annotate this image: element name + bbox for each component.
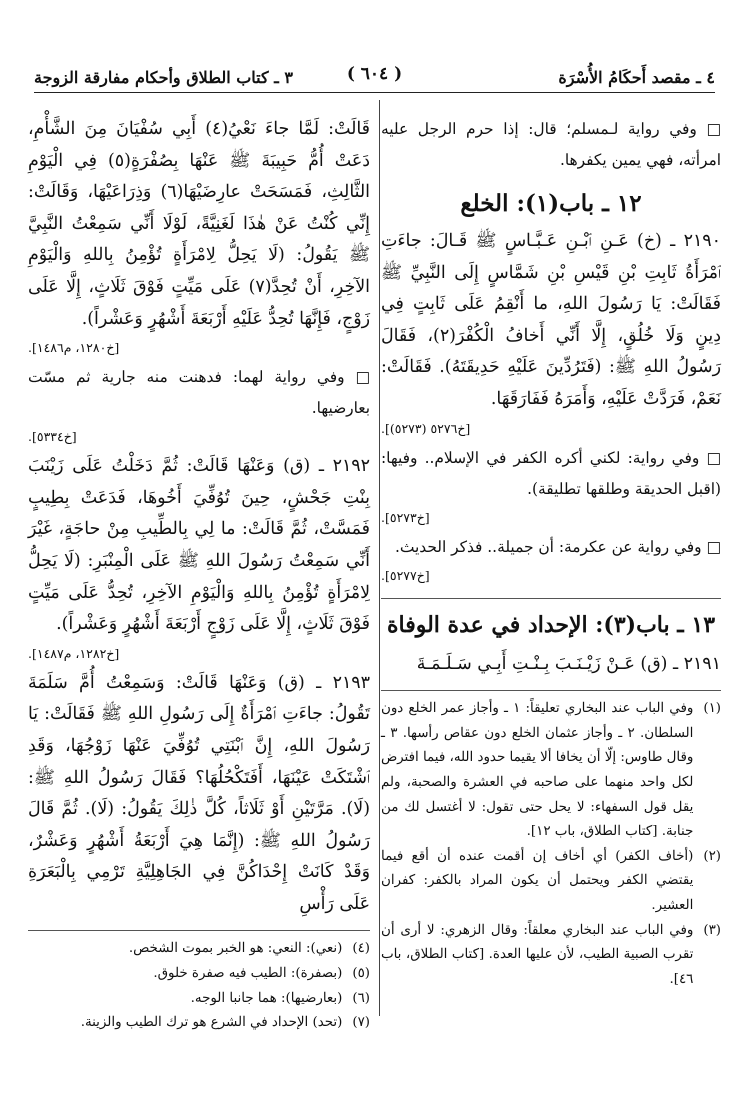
hadith-2190-source: [خ٥٢٧٦ (٥٢٧٣)]. [381, 420, 471, 436]
footnote-number: (٥) [352, 966, 370, 982]
footnotes-left [28, 937, 370, 1035]
hadith-2192: ٢١٩٢ ـ (ق) وَعَنْهَا قَالَتْ: ثُمَّ دَخَلْتُ عَلَى زَيْنَبَ بِنْتِ جَحْشٍ، حِينَ تُوُفِّيَ أَخُوهَا، فَدَعَتْ بِطِيبٍ فَمَسَّتْ، ثُمَّ قَالَتْ: ما لِي بِالطِّيبِ مِنْ حاجَةٍ، غَيْرَ أَنِّي سَمِعْتُ رَسُولَ اللهِ ﷺ عَلَى الْمِنْبَرِ: (لَا يَحِلُّ لِامْرَأَةٍ تُؤْمِنُ بِاللهِ وَالْيَوْمِ الآخِرِ، تُحِدُّ عَلَى مَيِّتٍ فَوْقَ ثَلَاثٍ، إِلَّا عَلَى زَوْجٍ أَرْبَعَةَ أَشْهُرٍ وَعَشْراً). [28, 456, 370, 635]
header-section-title: ٤ ـ مقصد أَحكَامُ الأُسْرَة [558, 68, 715, 87]
narration-2: □ وفي رواية: لكني أكره الكفر في الإسلام.. وفيها: (اقبل الحديقة وطلقها تطليقة). [381, 448, 721, 498]
footnote-number: (٣) [703, 922, 721, 938]
hadith-2193: ٢١٩٣ ـ (ق) وَعَنْهَا قَالَتْ: وَسَمِعْتُ أُمَّ سَلَمَةَ تَقُولُ: جاءَتِ ٱمْرَأَةٌ إِلَى رَسُولِ اللهِ ﷺ فَقَالَتْ: يَا رَسُولَ اللهِ، إِنَّ ٱبْنَتِي تُوُفِّيَ عَنْهَا زَوْجُهَا، وَقَدِ ٱشْتَكَتْ عَيْنَهَا، أَفَتَكْحُلُهَا؟ فَقَالَ رَسُولُ اللهِ ﷺ: (لَا). مَرَّتَيْنِ أَوْ ثَلَاثاً، كُلَّ ذٰلِكَ يَقُولُ: (لَا). ثُمَّ قَالَ رَسُولُ اللهِ ﷺ: (إِنَّمَا هِيَ أَرْبَعَةُ أَشْهُرٍ وَعَشْرٌ، وَقَدْ كَانَتْ إِحْدَاكُنَّ فِي الجَاهِلِيَّةِ تَرْمِي بِالْبَعَرَةِ عَلَى رَأْسِ [28, 672, 370, 914]
footnote-number: (٤) [352, 941, 370, 957]
footnote-text: (تحد) الإحداد في الشرع هو ترك الطيب والزينة. [80, 1015, 343, 1031]
footnotes-right [381, 697, 721, 992]
running-header [34, 52, 715, 93]
footnote-rule [381, 690, 721, 691]
chapter-heading-khul: ١٢ ـ باب(١): الخلع [460, 190, 642, 217]
footnote-item [381, 919, 721, 993]
footnote-number: (٧) [352, 1015, 370, 1031]
hadith-2191-start: ٢١٩١ ـ (ق) عَـنْ زَيْـنَـبَ بِـنْـتِ أَبِـي سَـلَـمَـةَ [416, 653, 721, 674]
footnote-text: (بعارضيها): هما جانبا الوجه. [190, 990, 343, 1006]
hadith-2190: ٢١٩٠ ـ (خ) عَـنِ ٱبْـنِ عَـبَّـاسٍ ﷺ قَـالَ: جاءَتِ ٱمْرَأَةُ ثَابِتِ بْنِ قَيْسِ بْنِ شَمَّاسٍ إِلَى النَّبِيِّ ﷺ فَقَالَتْ: يَا رَسُولَ اللهِ، ما أَنْقِمُ عَلَى ثَابِتٍ فِي دِينٍ وَلَا خُلُقٍ، إِلَّا أَنِّي أَخافُ الْكُفْرَ(٢)، فَقَالَ رَسُولُ اللهِ ﷺ: (فَتَرُدِّينَ عَلَيْهِ حَدِيقَتَهُ). فَقَالَتْ: نَعَمْ، فَرَدَّتْ عَلَيْهِ، وَأَمَرَهُ فَفَارَقَهَا. [381, 231, 721, 409]
footnote-item [28, 1011, 370, 1036]
footnote-rule [28, 930, 370, 931]
hadith-2191-continued: قَالَتْ: لَمَّا جاءَ نَعْيُ(٤) أَبِي سُفْيَانَ مِنَ الشَّأْمِ، دَعَتْ أُمُّ حَبِيبَةَ ﷺ عَنْهَا بِصُفْرَةٍ(٥) فِي الْيَوْمِ الثَّالِثِ، فَمَسَحَتْ عارِضَيْهَا(٦) وَذِرَاعَيْهَا، وَقَالَتْ: إِنِّي كُنْتُ عَنْ هٰذَا لَغَنِيَّةً، لَوْلَا أَنِّي سَمِعْتُ النَّبِيَّ ﷺ يَقُولُ: (لَا يَحِلُّ لِامْرَأَةٍ تُؤْمِنُ بِاللهِ وَالْيَوْمِ الآخِرِ، أَنْ تُحِدَّ(٧) عَلَى مَيِّتٍ فَوْقَ ثَلَاثٍ، إِلَّا عَلَى زَوْجٍ، فَإِنَّهَا تُحِدُّ عَلَيْهِ أَرْبَعَةَ أَشْهُرٍ وَعَشْراً). [28, 119, 371, 329]
page-number: ( ٦٠٤ ) [346, 64, 403, 84]
footnote-text: (نعي): النعي: هو الخبر بموت الشخص. [128, 941, 343, 957]
footnote-text: وفي الباب عند البخاري تعليقاً: ١ ـ وأجاز عمر الخلع دون السلطان. ٢ ـ وأجاز عثمان الخلع دون عقاص رأسها. ٣ ـ وقال طاوس: إلّا أن يخافا ألا يقيما حدود الله، فيما افترض لكل واحد منهما على صاحبه في العشرة والصحبة، ولم يقل قول السفهاء: لا يحل حتى تقول: لا أغتسل لك من جنابة. [كتاب الطلاق، باب ١٢]. [380, 701, 694, 840]
hadith-2192-source: [خ١٢٨٢، م١٤٨٧]. [28, 645, 120, 661]
footnote-item [381, 845, 721, 919]
section-rule [381, 598, 721, 599]
footnote-text: (بصفرة): الطيب فيه صفرة خلوق. [153, 966, 343, 982]
narration-both: □ وفي رواية لهما: فدهنت منه جارية ثم مسّت بعارضيها. [28, 368, 370, 418]
footnote-number: (٦) [352, 990, 370, 1006]
footnote-number: (١) [703, 701, 721, 717]
right-column [381, 114, 721, 992]
header-chapter-title: ٣ ـ كتاب الطلاق وأحكام مفارقة الزوجة [34, 68, 294, 87]
narration-2-source: [خ٥٢٧٣]. [381, 509, 430, 525]
footnote-item [381, 697, 721, 845]
footnote-item [28, 987, 370, 1012]
narration-ikrimah-source: [خ٥٢٧٧]. [381, 567, 430, 583]
footnote-text: وفي الباب عند البخاري معلقاً: وقال الزهري: لا أرى أن تقرب الصبية الطيب، لأن عليها العدة. [كتاب الطلاق، باب ٤٦]. [381, 922, 694, 987]
footnote-number: (٢) [703, 848, 721, 864]
narration-muslim: □ وفي رواية لـمسلم؛ قال: إذا حرم الرجل عليه امرأته، فهي يمين يكفرها. [381, 120, 721, 169]
narration-both-source: [خ٥٣٣٤]. [28, 429, 77, 445]
footnote-text: (أخاف الكفر) أي أخاف إن أقمت عنده أن أقع فيما يقتضي الكفر ويحتمل أن يكون المراد بالكفر: كفران العشير. [381, 848, 694, 913]
column-divider [379, 100, 380, 1016]
narration-ikrimah: □ وفي رواية عن عكرمة: أن جميلة.. فذكر الحديث. [394, 537, 721, 556]
left-column [28, 114, 370, 1036]
footnote-item [28, 962, 370, 987]
footnote-item [28, 937, 370, 962]
chapter-heading-ihdad: ١٣ ـ باب(٣): الإحداد في عدة الوفاة [386, 611, 716, 638]
hadith-2191-source: [خ١٢٨٠، م١٤٨٦]. [28, 340, 120, 356]
